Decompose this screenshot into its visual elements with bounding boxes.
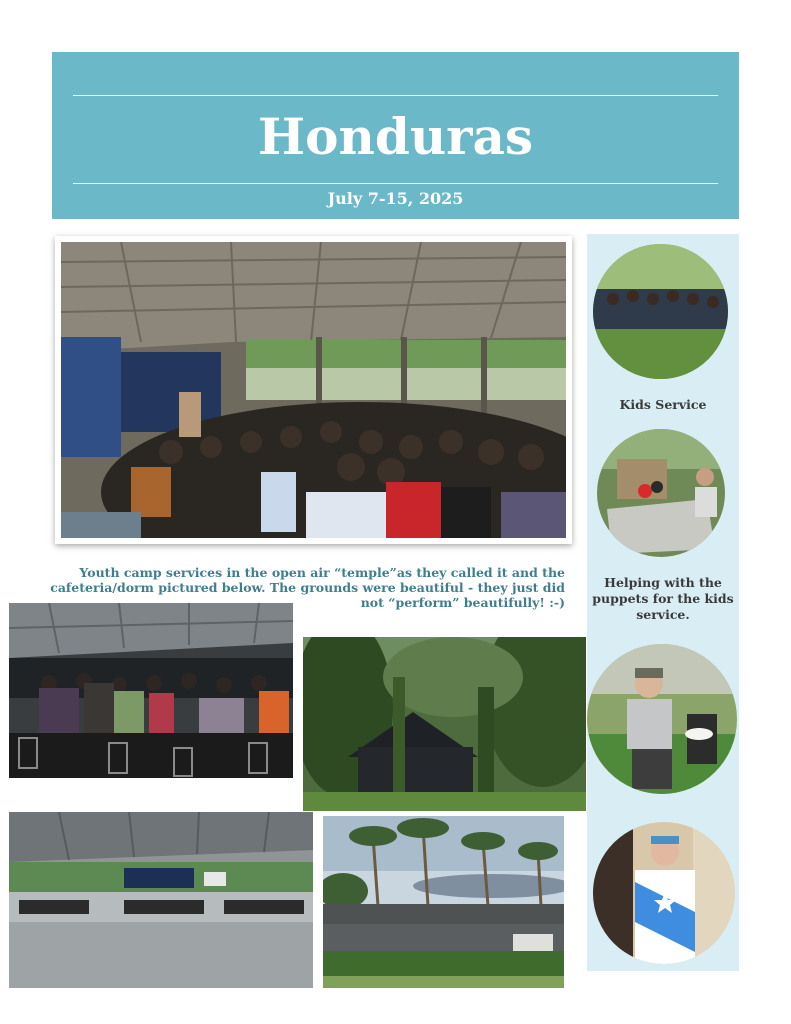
banner-bottom-rule: [73, 183, 718, 184]
empty-hall-photo: [9, 812, 313, 988]
honduras-shirt-photo: [593, 822, 735, 964]
puppets-photo: [597, 429, 725, 557]
palm-dorm-photo: [323, 816, 564, 988]
title-banner: [52, 52, 739, 219]
youth-camp-service-photo: [55, 236, 572, 544]
kids-service-label: Kids Service: [619, 397, 707, 412]
boy-with-plate-photo: [587, 644, 737, 794]
banner-top-rule: [73, 95, 718, 96]
main-photo-caption: Youth camp services in the open air “temple”as they called it and the cafeteria/dorm pictured below. The grounds were beautiful - they just did not “perform” beautifully! :-): [50, 565, 565, 610]
temple-building-photo: [303, 637, 586, 811]
trip-dates: July 7-15, 2025: [327, 189, 464, 208]
sidebar-panel: [587, 234, 739, 971]
page-title: Honduras: [257, 107, 534, 166]
night-service-photo: [9, 603, 293, 778]
puppets-label: Helping with the puppets for the kids service.: [592, 575, 734, 622]
kids-service-photo: [593, 244, 728, 379]
